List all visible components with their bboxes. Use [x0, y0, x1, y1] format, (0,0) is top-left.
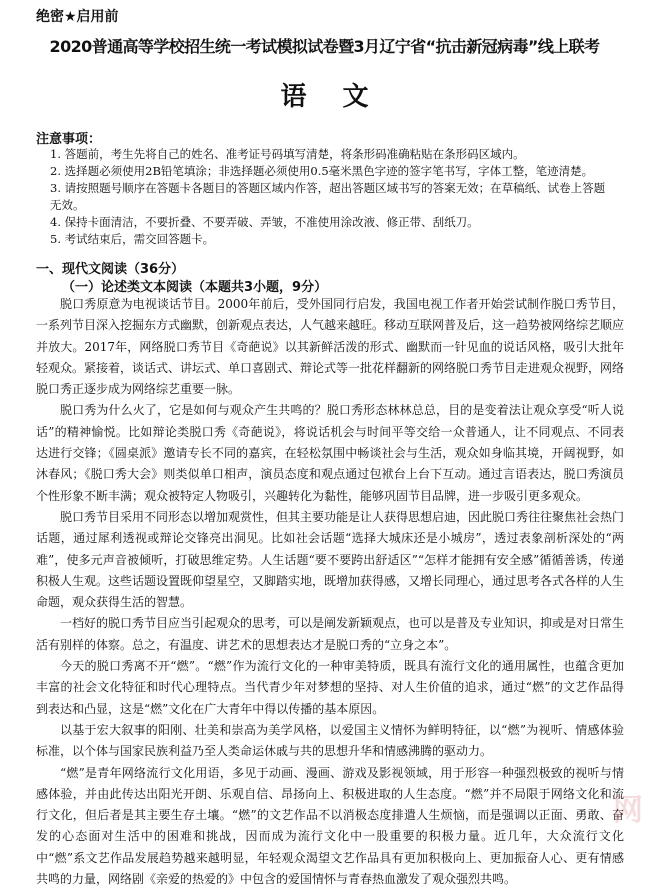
- passage-paragraph: “燃”是青年网络流行文化用语，多见于动画、漫画、游戏及影视领域，用于形容一种强烈极致的视听与情感体验，并由此传达出阳光开朗、乐观自信、昂扬向上、积极进取的人生态度。“燃”并不局限于网络文化和流行文化，但后者是其主要生存土壤。“燃”的文艺作品不以消极态度排遣人生烦恼，而是强调以正面、勇敢、奋发的心态面对生活中的困难和挑战，因而成为流行文化中一股重要的积极力量。近几年，大众流行文化中“燃”系文艺作品发展趋势越来越明显，年轻观众渴望文艺作品具有更加积极向上、更加振奋人心、更有情感共鸣的力量，网络剧《亲爱的热爱的》中包含的爱国情怀与青春热血激发了观众强烈共鸣。: [36, 765, 624, 887]
- subject-title: 语文: [280, 82, 405, 112]
- notice-list: [50, 146, 610, 248]
- passage-paragraph: 一档好的脱口秀节目应当引起观众的思考，可以是阐发新颖观点，也可以是普及专业知识，抑或是对日常生活有别样的体察。总之，有温度、讲艺术的思想表达才是脱口秀的“立身之本”。: [36, 616, 625, 652]
- notice-item: 3. 请按照题号顺序在答题卡各题目的答题区域内作答，超出答题区域书写的答案无效；在草稿纸、试卷上答题无效。: [50, 181, 606, 212]
- exam-title: 2020普通高等学校招生统一考试模拟试卷暨3月辽宁省“抗击新冠病毒”线上联考: [49, 37, 600, 56]
- notice-item: 1. 答题前，考生先将自己的姓名、准考证号码填写清楚，将条形码准确粘贴在条形码区域内。: [50, 147, 525, 161]
- notice-item: 2. 选择题必须使用2B铅笔填涂；非选择题必须使用0.5毫米黑色字迹的签字笔书写，字体工整，笔迹清楚。: [50, 164, 594, 178]
- notice-heading: 注意事项：: [36, 132, 102, 147]
- passage-paragraph: 以基于宏大叙事的阳刚、壮美和崇高为美学风格，以爱国主义情怀为鲜明特征，以“燃”为视听、情感体验标准，以个体与国家民族利益乃至人类命运休戚与共的思想升华和情感沸腾的驱动力。: [36, 722, 624, 759]
- passage-paragraph: 脱口秀节目采用不同形态以增加观赏性，但其主要功能是让人获得思想启迪，因此脱口秀往往聚焦社会热门话题，通过犀利透视或辩论交锋亮出洞见。比如社会话题“选择大城床还是小城房”，透过表象剖析深处的“两难”，使多元声音被倾听，打破思维定势。人生话题“要不要跨出舒适区”“怎样才能拥有安全感”循循善诱，传递积极人生观。这些话题设置既仰望星空，又脚踏实地，既增加获得感，又增长同理心，通过思考各式各样的人生命题，观众获得生活的智慧。: [36, 509, 625, 610]
- confidential-label: 绝密★启用前: [36, 9, 119, 25]
- subsection-heading: （一）论述类文本阅读（本题共3小题，9分）: [62, 280, 328, 295]
- watermark: 网: [613, 793, 643, 828]
- passage-paragraph: 脱口秀为什么火了，它是如何与观众产生共鸣的？脱口秀形态林林总总，目的是变着法让观众享受“听人说话”的精神愉悦。比如辩论类脱口秀《奇葩说》，将说话机会与时间平等交给一众普通人，让不同观点、不同表达进行交锋；《圆桌派》邀请专长不同的嘉宾，在轻松氛围中畅谈社会与生活，观众如身临其境，开阔视野，如沐春风；《脱口秀大会》则类似单口相声，演员态度和观点通过包袱台上台下互动。通过言语表达，脱口秀演员个性形象不断丰满；观众被特定人物吸引，兴趣转化为黏性，能够巩固节目品牌，进一步吸引更多观众。: [36, 403, 624, 503]
- notice-item: 5. 考试结束后，需交回答题卡。: [50, 232, 215, 246]
- passage-paragraph: 今天的脱口秀离不开“燃”。“燃”作为流行文化的一种审美特质，既具有流行文化的通用属性，也蕴含更加丰富的社会文化特征和时代心理特点。当代青少年对梦想的坚持、对人生价值的追求，通过“燃”的文艺作品得到表达和凸显，这是“燃”文化在广大青年中得以传播的基本原因。: [36, 659, 624, 716]
- passage-paragraph: 脱口秀原意为电视谈话节目。2000年前后，受外国同行启发，我国电视工作者开始尝试制作脱口秀节目，一系列节目深入挖掘东方式幽默，创新观点表达，人气越来越旺。移动互联网普及后，这一趋势被网络综艺顺应并放大。2017年，网络脱口秀节目《奇葩说》以其新鲜活泼的形式、幽默而一针见血的说话风格，吸引大批年轻观众。紧接着，谈话式、讲坛式、单口喜剧式、辩论式等一批花样翻新的网络脱口秀节目走进观众视野，网络脱口秀正逐步成为网络综艺重要一脉。: [36, 297, 625, 397]
- notice-item: 4. 保持卡面清洁，不要折叠、不要弄破、弄皱，不准使用涂改液、修正带、刮纸刀。: [50, 215, 479, 229]
- reading-passage: [36, 294, 625, 887]
- section-heading: 一、现代文阅读（36分）: [36, 262, 185, 277]
